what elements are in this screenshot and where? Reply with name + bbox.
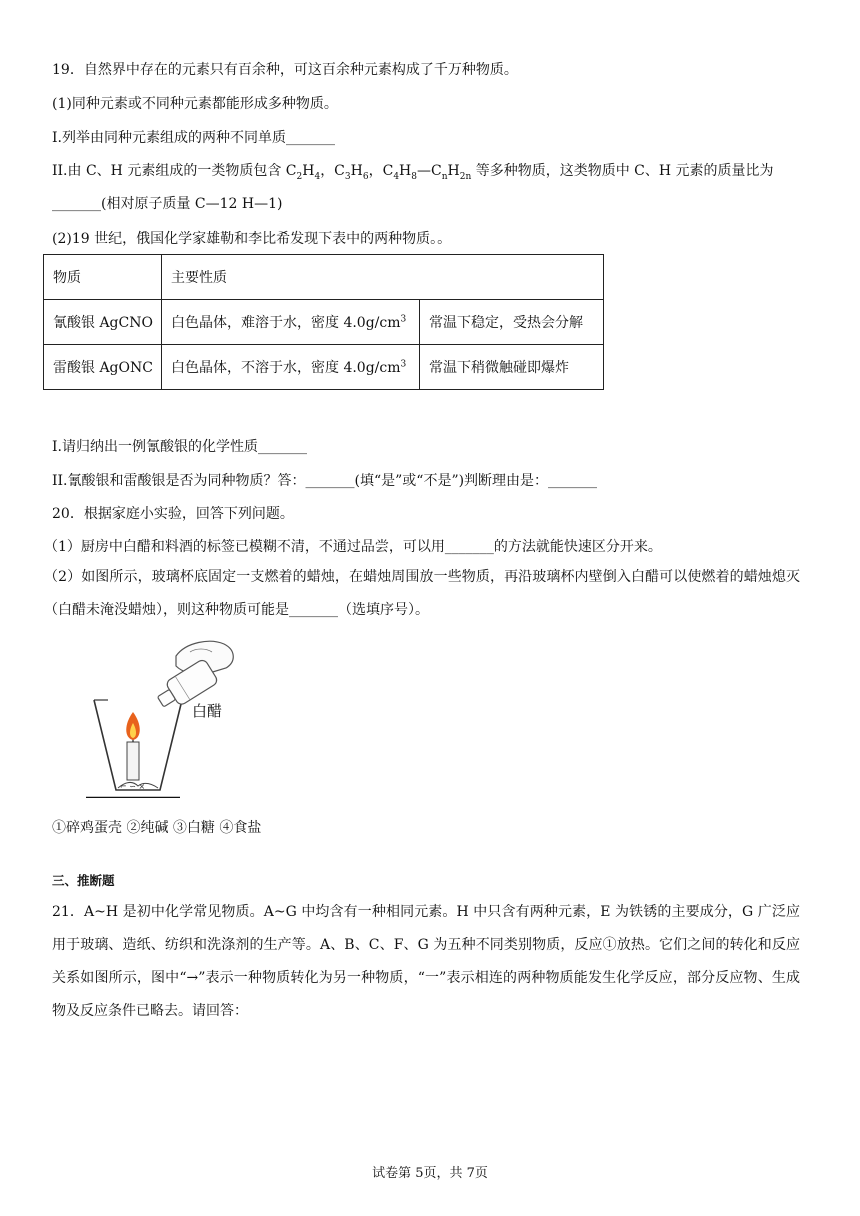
properties-table (43, 254, 604, 390)
section-heading: 三、推断题 (52, 873, 115, 888)
q19-ii-prefix: II.由 C、H 元素组成的一类物质包含 C (52, 163, 297, 179)
table-header-cell: 主要性质 (162, 255, 604, 300)
table-cell: 常温下稍微触碰即爆炸 (420, 345, 604, 390)
q19-stem: 19．自然界中存在的元素只有百余种，可这百余种元素构成了千万种物质。 (52, 62, 518, 78)
candle (127, 742, 139, 780)
q20-stem: 20．根据家庭小实验，回答下列问题。 (52, 506, 294, 522)
q19-question-ii: II.氰酸银和雷酸银是否为同种物质？答：_______(填“是”或“不是”)判断理由是：_______ (52, 473, 598, 489)
table-row (44, 345, 604, 390)
table-cell: 氰酸银 AgCNO (44, 300, 162, 345)
q19-ii: II.由 C、H 元素组成的一类物质包含 $C_2H_4$，$C_3H_6$，$C_4H_8—C_nH_{2n}$ 等多种物质，这类物质中 C、H 元素的质量比为 (52, 163, 774, 182)
q19-i: I.列举由同种元素组成的两种不同单质_______ (52, 130, 335, 146)
table-header-cell: 物质 (44, 255, 162, 300)
q20-options: ①碎鸡蛋壳 ②纯碱 ③白糖 ④食盐 (52, 820, 262, 836)
beaker-candle-figure (86, 638, 276, 798)
table-cell: 常温下稳定，受热会分解 (420, 300, 604, 345)
table-cell: 白色晶体，难溶于水，密度 $4.0g/cm^3$ (162, 300, 420, 345)
density-text: 白色晶体，不溶于水，密度 4.0g/cm (171, 360, 401, 376)
table-row (44, 300, 604, 345)
q20-part2: （2）如图所示，玻璃杯底固定一支燃着的蜡烛，在蜡烛周围放一些物质，再沿玻璃杯内壁倒入白醋可以使燃着的蜡烛熄灭（白醋未淹没蜡烛），则这种物质可能是_______（选填序号）。 (44, 569, 800, 618)
vinegar-label: 白醋 (192, 702, 223, 720)
q19-ii-answer: _______(相对原子质量 C—12 H—1) (52, 196, 283, 212)
q21-text: 21．A~H 是初中化学常见物质。A~G 中均含有一种相同元素。H 中只含有两种元素，E 为铁锈的主要成分，G 广泛应用于玻璃、造纸、纺织和洗涤剂的生产等。A、B、C、F、G 为五种不同类别物质，反应①放热。它们之间的转化和反应关系如图所示，图中“→”表示一种物质转化为另一种物质，“一”表示相连的两种物质能发生化学反应，部分反应物、生成物及反应条件已略去。请回答： (52, 904, 800, 1019)
page-footer: 试卷第 5页，共 7页 (372, 1166, 488, 1181)
q19-ii-suffix: 等多种物质，这类物质中 C、H 元素的质量比为 (475, 163, 774, 179)
q19-part2: (2)19 世纪，俄国化学家雄勒和李比希发现下表中的两种物质。。 (52, 231, 452, 247)
q19-question-i: I.请归纳出一例氰酸银的化学性质_______ (52, 439, 307, 455)
density-text: 白色晶体，难溶于水，密度 4.0g/cm (171, 315, 401, 331)
table-header-row (44, 255, 604, 300)
q20-part1: （1）厨房中白醋和料酒的标签已模糊不清，不通过品尝，可以用_______的方法就能快速区分开来。 (44, 539, 662, 555)
table-cell: 白色晶体，不溶于水，密度 $4.0g/cm^3$ (162, 345, 420, 390)
q19-part1: (1)同种元素或不同种元素都能形成多种物质。 (52, 96, 338, 112)
table-cell: 雷酸银 AgONC (44, 345, 162, 390)
svg-text:⌐ ∽ ×: ⌐ ∽ × (120, 782, 146, 791)
